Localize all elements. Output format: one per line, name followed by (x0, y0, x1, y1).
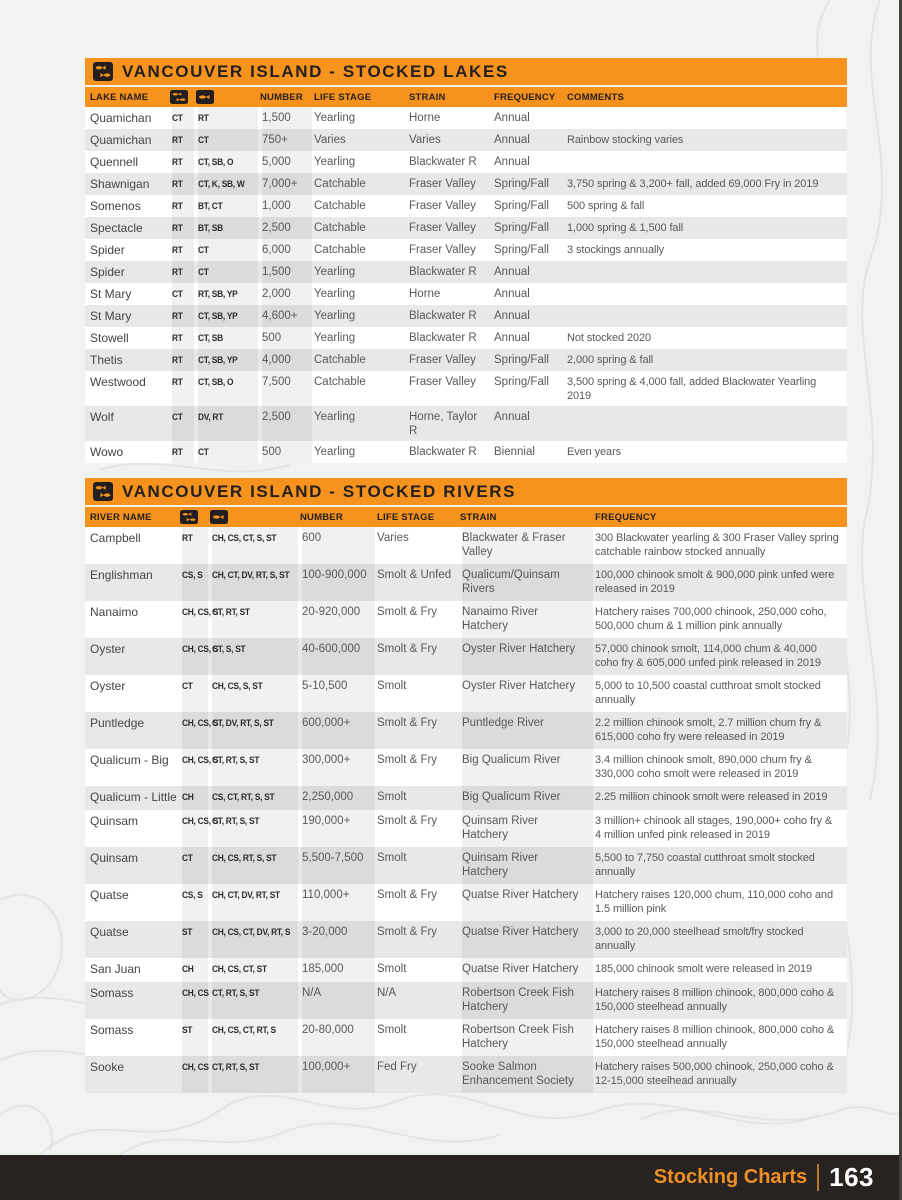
table-row (85, 406, 847, 441)
present-species-cell: CT, SB, YP (196, 305, 260, 327)
lake-name-cell: Wolf (90, 409, 114, 424)
number-cell: 7,000+ (260, 173, 314, 195)
stocked-species-cell: CH, CS, S (180, 749, 210, 786)
life-stage-cell: Varies (314, 133, 346, 146)
stocked-lakes-table (85, 58, 847, 463)
strain-cell: Blackwater R (409, 445, 477, 458)
life-stage-cell: Smolt (377, 680, 407, 692)
present-species-cell: BT, SB (196, 217, 260, 239)
table-row (85, 107, 847, 129)
present-species-cell: CT, K, SB, W (196, 173, 260, 195)
life-stage-cell: Smolt & Unfed (377, 569, 452, 581)
strain-cell: Blackwater R (409, 331, 477, 344)
present-species-cell: CT, RT, S, ST (210, 982, 300, 1019)
number-cell: 500 (260, 441, 314, 463)
life-stage-cell: Smolt (377, 791, 407, 803)
present-species-cell: CT, S, ST (210, 638, 300, 675)
strain-cell: Fraser Valley (409, 177, 476, 190)
stocked-species-cell: CH, CS (180, 982, 210, 1019)
table-row (85, 441, 847, 463)
present-species-cell: CT (196, 261, 260, 283)
number-cell: 100-900,000 (300, 564, 377, 601)
frequency-cell: Annual (494, 111, 530, 124)
frequency-cell: 100,000 chinook smolt & 900,000 pink unfed were released in 2019 (595, 569, 835, 595)
present-species-cell: CH, CS, CT, RT, S (210, 1019, 300, 1056)
strain-cell: Quinsam River Hatchery (460, 847, 595, 884)
column-header-river-name: RIVER NAME (90, 511, 152, 523)
number-cell: 600 (300, 527, 377, 564)
life-stage-cell: Catchable (314, 353, 366, 366)
frequency-cell: 2.25 million chinook smolt were released in 2019 (595, 791, 828, 803)
strain-cell: Quatse River Hatchery (460, 884, 595, 921)
present-species-cell: CH, CS, CT, S, ST (210, 527, 300, 564)
two-fish-icon (170, 90, 188, 104)
comments-cell: Even years (567, 445, 622, 458)
life-stage-cell: Smolt (377, 963, 407, 975)
river-name-cell: Quinsam (90, 851, 139, 865)
frequency-cell: 300 Blackwater yearling & 300 Fraser Valley spring catchable rainbow stocked annually (595, 532, 839, 558)
stocked-species-cell: RT (180, 527, 210, 564)
comments-cell (567, 151, 847, 173)
frequency-cell: Annual (494, 265, 530, 278)
river-name-cell: Qualicum - Big (90, 753, 169, 767)
number-cell: 100,000+ (300, 1056, 377, 1093)
life-stage-cell: Catchable (314, 177, 366, 190)
stocked-species-cell: RT (170, 195, 196, 217)
rivers-header-row (85, 505, 847, 527)
stocked-species-cell: CT (180, 847, 210, 884)
frequency-cell: 185,000 chinook smolt were released in 2019 (595, 963, 813, 975)
frequency-cell: Annual (494, 410, 530, 423)
life-stage-cell: Smolt & Fry (377, 717, 438, 729)
table-row (85, 349, 847, 371)
number-cell: 40-600,000 (300, 638, 377, 675)
present-species-cell: CH, CS, S, ST (210, 675, 300, 712)
life-stage-cell: Catchable (314, 199, 366, 212)
lakes-table-body (85, 107, 847, 463)
frequency-cell: Hatchery raises 8 million chinook, 800,000 coho & 150,000 steelhead annually (595, 1024, 835, 1050)
stocked-species-cell: CH, CS, S (180, 601, 210, 638)
life-stage-cell: Yearling (314, 287, 356, 300)
stocked-species-cell: RT (170, 441, 196, 463)
frequency-cell: Annual (494, 133, 530, 146)
comments-cell: 3,750 spring & 3,200+ fall, added 69,000 Fry in 2019 (567, 177, 819, 190)
present-species-cell: CT, SB, O (196, 371, 260, 406)
strain-cell: Blackwater R (409, 309, 477, 322)
number-cell: 5,000 (260, 151, 314, 173)
table-row (85, 884, 847, 921)
life-stage-cell: Fed Fry (377, 1061, 417, 1073)
strain-cell: Quinsam River Hatchery (460, 810, 595, 847)
strain-cell: Qualicum/Quinsam Rivers (460, 564, 595, 601)
strain-cell: Fraser Valley (409, 221, 476, 234)
life-stage-cell: Smolt & Fry (377, 643, 438, 655)
stocked-species-cell: RT (170, 261, 196, 283)
stocked-species-cell: ST (180, 1019, 210, 1056)
two-fish-icon (93, 482, 113, 501)
lake-name-cell: Somenos (90, 198, 141, 213)
river-name-cell: Qualicum - Little (90, 790, 177, 804)
single-fish-icon (210, 510, 228, 524)
single-fish-icon (196, 90, 214, 104)
comments-cell: 3 stockings annually (567, 243, 665, 256)
stocked-species-cell: RT (170, 239, 196, 261)
strain-cell: Horne, Taylor R (409, 410, 478, 437)
life-stage-cell: Yearling (314, 410, 356, 423)
river-name-cell: Puntledge (90, 716, 145, 730)
life-stage-cell: Yearling (314, 331, 356, 344)
column-header-life-stage: LIFE STAGE (314, 91, 372, 103)
river-name-cell: Nanaimo (90, 605, 139, 619)
strain-cell: Fraser Valley (409, 199, 476, 212)
stocked-species-cell: CT (170, 107, 196, 129)
frequency-cell: Spring/Fall (494, 199, 549, 212)
life-stage-cell: Yearling (314, 265, 356, 278)
comments-cell: 500 spring & fall (567, 199, 645, 212)
table-row (85, 527, 847, 564)
stocked-species-cell: RT (170, 349, 196, 371)
life-stage-cell: Catchable (314, 375, 366, 388)
comments-cell (567, 107, 847, 129)
strain-cell: Horne (409, 287, 441, 300)
frequency-cell: Hatchery raises 120,000 chum, 110,000 coho and 1.5 million pink (595, 889, 833, 915)
column-header-present-species (196, 87, 260, 107)
number-cell: 6,000 (260, 239, 314, 261)
present-species-cell: RT (196, 107, 260, 129)
number-cell: 300,000+ (300, 749, 377, 786)
stocked-species-cell: CH, CS, S (180, 810, 210, 847)
present-species-cell: CH, CS, RT, S, ST (210, 847, 300, 884)
number-cell: 2,500 (260, 406, 314, 441)
strain-cell: Varies (409, 133, 441, 146)
column-header-stocked-species (170, 87, 196, 107)
column-header-lake-name: LAKE NAME (90, 91, 149, 103)
comments-cell (567, 305, 847, 327)
life-stage-cell: Smolt & Fry (377, 754, 438, 766)
present-species-cell: CH, CT, DV, RT, S, ST (210, 564, 300, 601)
table-row (85, 327, 847, 349)
lake-name-cell: Spider (90, 264, 125, 279)
frequency-cell: Spring/Fall (494, 243, 549, 256)
present-species-cell: CT, SB (196, 327, 260, 349)
number-cell: 2,000 (260, 283, 314, 305)
life-stage-cell: Smolt (377, 1024, 407, 1036)
number-cell: 750+ (260, 129, 314, 151)
table-row (85, 786, 847, 810)
number-cell: 5-10,500 (300, 675, 377, 712)
number-cell: 5,500-7,500 (300, 847, 377, 884)
rivers-table-title: VANCOUVER ISLAND - STOCKED RIVERS (122, 481, 517, 501)
number-cell: 4,000 (260, 349, 314, 371)
column-header-number: NUMBER (300, 511, 343, 523)
table-row (85, 1056, 847, 1093)
frequency-cell: Hatchery raises 500,000 chinook, 250,000 coho & 12-15,000 steelhead annually (595, 1061, 834, 1087)
table-row (85, 195, 847, 217)
strain-cell: Robertson Creek Fish Hatchery (460, 982, 595, 1019)
lake-name-cell: Spectacle (90, 220, 143, 235)
number-cell: 1,500 (260, 261, 314, 283)
number-cell: 20-920,000 (300, 601, 377, 638)
comments-cell: Rainbow stocking varies (567, 133, 684, 146)
table-row (85, 675, 847, 712)
life-stage-cell: Smolt & Fry (377, 926, 438, 938)
life-stage-cell: Smolt & Fry (377, 606, 438, 618)
river-name-cell: Oyster (90, 642, 126, 656)
table-row (85, 1019, 847, 1056)
life-stage-cell: Yearling (314, 155, 356, 168)
column-header-number: NUMBER (260, 91, 303, 103)
frequency-cell: Spring/Fall (494, 177, 549, 190)
frequency-cell: 5,000 to 10,500 coastal cutthroat smolt stocked annually (595, 680, 821, 706)
strain-cell: Big Qualicum River (460, 786, 595, 810)
number-cell: 185,000 (300, 958, 377, 982)
footer-divider (817, 1164, 819, 1191)
present-species-cell: CT (196, 239, 260, 261)
two-fish-icon (93, 62, 113, 81)
comments-cell: Not stocked 2020 (567, 331, 652, 344)
stocked-rivers-table (85, 478, 847, 1093)
comments-cell (567, 406, 847, 441)
lake-name-cell: Westwood (90, 374, 146, 389)
frequency-cell: 3 million+ chinook all stages, 190,000+ coho fry & 4 million unfed pink released in 2019 (595, 815, 833, 841)
stocked-species-cell: CT (170, 283, 196, 305)
number-cell: 110,000+ (300, 884, 377, 921)
stocked-species-cell: RT (170, 151, 196, 173)
life-stage-cell: Smolt & Fry (377, 815, 438, 827)
comments-cell (567, 283, 847, 305)
table-row (85, 173, 847, 195)
column-header-strain: STRAIN (409, 91, 446, 103)
number-cell: 500 (260, 327, 314, 349)
column-header-comments: COMMENTS (567, 91, 625, 103)
frequency-cell: Hatchery raises 700,000 chinook, 250,000 coho, 500,000 chum & 1 million pink annually (595, 606, 827, 632)
comments-cell: 3,500 spring & 4,000 fall, added Blackwater Yearling 2019 (567, 375, 817, 402)
lake-name-cell: Spider (90, 242, 125, 257)
lakes-title-bar (85, 58, 847, 85)
lake-name-cell: Shawnigan (90, 176, 150, 191)
number-cell: 4,600+ (260, 305, 314, 327)
life-stage-cell: Yearling (314, 111, 356, 124)
stocked-species-cell: CH, CS, S (180, 638, 210, 675)
table-row (85, 847, 847, 884)
comments-cell (567, 261, 847, 283)
table-row (85, 982, 847, 1019)
table-row (85, 712, 847, 749)
life-stage-cell: Varies (377, 532, 409, 544)
present-species-cell: CT, RT, S, ST (210, 749, 300, 786)
table-row (85, 638, 847, 675)
river-name-cell: Quatse (90, 925, 129, 939)
strain-cell: Fraser Valley (409, 375, 476, 388)
life-stage-cell: Smolt (377, 852, 407, 864)
table-row (85, 239, 847, 261)
frequency-cell: 3,000 to 20,000 steelhead smolt/fry stocked annually (595, 926, 804, 952)
lake-name-cell: Quennell (90, 154, 139, 169)
lake-name-cell: St Mary (90, 308, 132, 323)
number-cell: 7,500 (260, 371, 314, 406)
table-row (85, 601, 847, 638)
number-cell: 2,250,000 (300, 786, 377, 810)
frequency-cell: Annual (494, 309, 530, 322)
strain-cell: Fraser Valley (409, 243, 476, 256)
table-row (85, 151, 847, 173)
frequency-cell: Spring/Fall (494, 221, 549, 234)
table-row (85, 749, 847, 786)
rivers-table-body (85, 527, 847, 1093)
present-species-cell: CS, CT, RT, S, ST (210, 786, 300, 810)
column-header-frequency: FREQUENCY (595, 511, 657, 523)
stocked-species-cell: CH, CS, S (180, 712, 210, 749)
frequency-cell: Annual (494, 155, 530, 168)
number-cell: 600,000+ (300, 712, 377, 749)
present-species-cell: CH, CT, DV, RT, ST (210, 884, 300, 921)
column-header-life-stage: LIFE STAGE (377, 511, 435, 523)
stocked-species-cell: CS, S (180, 884, 210, 921)
stocked-species-cell: CH (180, 958, 210, 982)
table-row (85, 371, 847, 406)
number-cell: 1,500 (260, 107, 314, 129)
lake-name-cell: Thetis (90, 352, 123, 367)
life-stage-cell: Catchable (314, 243, 366, 256)
frequency-cell: Spring/Fall (494, 375, 549, 388)
frequency-cell: Spring/Fall (494, 353, 549, 366)
present-species-cell: DV, RT (196, 406, 260, 441)
present-species-cell: CH, CS, CT, DV, RT, S (210, 921, 300, 958)
life-stage-cell: Smolt & Fry (377, 889, 438, 901)
page-footer-bar (0, 1155, 902, 1200)
comments-cell: 1,000 spring & 1,500 fall (567, 221, 684, 234)
present-species-cell: RT, SB, YP (196, 283, 260, 305)
lake-name-cell: Quamichan (90, 110, 152, 125)
river-name-cell: Englishman (90, 568, 153, 582)
present-species-cell: CT, DV, RT, S, ST (210, 712, 300, 749)
frequency-cell: 5,500 to 7,750 coastal cutthroat smolt stocked annually (595, 852, 815, 878)
strain-cell: Puntledge River (460, 712, 595, 749)
river-name-cell: Oyster (90, 679, 126, 693)
river-name-cell: San Juan (90, 962, 141, 976)
strain-cell: Blackwater R (409, 265, 477, 278)
table-row (85, 564, 847, 601)
lake-name-cell: Quamichan (90, 132, 152, 147)
number-cell: 3-20,000 (300, 921, 377, 958)
table-row (85, 921, 847, 958)
lake-name-cell: Stowell (90, 330, 129, 345)
footer-section-label: Stocking Charts (653, 1166, 808, 1188)
stocked-species-cell: CT (180, 675, 210, 712)
life-stage-cell: Yearling (314, 445, 356, 458)
frequency-cell: Biennial (494, 445, 535, 458)
lake-name-cell: Wowo (90, 444, 124, 459)
number-cell: 2,500 (260, 217, 314, 239)
frequency-cell: 3.4 million chinook smolt, 890,000 chum fry & 330,000 coho smolt were released in 2019 (595, 754, 812, 780)
river-name-cell: Somass (90, 986, 134, 1000)
life-stage-cell: N/A (377, 987, 397, 999)
present-species-cell: CT, RT, S, ST (210, 1056, 300, 1093)
page-number: 163 (829, 1162, 874, 1192)
stocked-species-cell: CH (180, 786, 210, 810)
present-species-cell: CT, SB, O (196, 151, 260, 173)
strain-cell: Blackwater R (409, 155, 477, 168)
river-name-cell: Sooke (90, 1060, 125, 1074)
strain-cell: Nanaimo River Hatchery (460, 601, 595, 638)
strain-cell: Quatse River Hatchery (460, 921, 595, 958)
strain-cell: Oyster River Hatchery (460, 675, 595, 712)
stocked-species-cell: CS, S (180, 564, 210, 601)
lakes-table-title: VANCOUVER ISLAND - STOCKED LAKES (122, 61, 509, 81)
strain-cell: Oyster River Hatchery (460, 638, 595, 675)
rivers-title-bar (85, 478, 847, 505)
present-species-cell: CT, RT, S, ST (210, 810, 300, 847)
stocked-species-cell: RT (170, 129, 196, 151)
lakes-header-row (85, 85, 847, 107)
table-row (85, 217, 847, 239)
table-row (85, 958, 847, 982)
table-row (85, 283, 847, 305)
stocked-species-cell: RT (170, 305, 196, 327)
stocked-species-cell: RT (170, 173, 196, 195)
two-fish-icon (180, 510, 198, 524)
strain-cell: Blackwater & Fraser Valley (460, 527, 595, 564)
life-stage-cell: Yearling (314, 309, 356, 322)
stocked-species-cell: RT (170, 371, 196, 406)
stocked-species-cell: ST (180, 921, 210, 958)
present-species-cell: CT, RT, ST (210, 601, 300, 638)
present-species-cell: CH, CS, CT, ST (210, 958, 300, 982)
number-cell: N/A (300, 982, 377, 1019)
river-name-cell: Campbell (90, 531, 141, 545)
column-header-stocked-species (180, 507, 210, 527)
stocked-species-cell: CT (170, 406, 196, 441)
comments-cell: 2,000 spring & fall (567, 353, 654, 366)
number-cell: 20-80,000 (300, 1019, 377, 1056)
river-name-cell: Quatse (90, 888, 129, 902)
number-cell: 1,000 (260, 195, 314, 217)
table-row (85, 129, 847, 151)
frequency-cell: Hatchery raises 8 million chinook, 800,000 coho & 150,000 steelhead annually (595, 987, 835, 1013)
column-header-present-species (210, 507, 300, 527)
stocked-species-cell: RT (170, 217, 196, 239)
stocked-species-cell: RT (170, 327, 196, 349)
column-header-strain: STRAIN (460, 511, 497, 523)
stocked-species-cell: CH, CS (180, 1056, 210, 1093)
frequency-cell: 57,000 chinook smolt, 114,000 chum & 40,000 coho fry & 605,000 unfed pink released in 2019 (595, 643, 821, 669)
present-species-cell: CT (196, 441, 260, 463)
present-species-cell: CT, SB, YP (196, 349, 260, 371)
river-name-cell: Quinsam (90, 814, 139, 828)
strain-cell: Horne (409, 111, 441, 124)
table-row (85, 810, 847, 847)
table-row (85, 305, 847, 327)
strain-cell: Big Qualicum River (460, 749, 595, 786)
strain-cell: Fraser Valley (409, 353, 476, 366)
strain-cell: Robertson Creek Fish Hatchery (460, 1019, 595, 1056)
frequency-cell: Annual (494, 331, 530, 344)
river-name-cell: Somass (90, 1023, 134, 1037)
frequency-cell: 2.2 million chinook smolt, 2.7 million chum fry & 615,000 coho fry were released in 2019 (595, 717, 822, 743)
lake-name-cell: St Mary (90, 286, 132, 301)
frequency-cell: Annual (494, 287, 530, 300)
column-header-frequency: FREQUENCY (494, 91, 556, 103)
table-row (85, 261, 847, 283)
present-species-cell: BT, CT (196, 195, 260, 217)
life-stage-cell: Catchable (314, 221, 366, 234)
strain-cell: Quatse River Hatchery (460, 958, 595, 982)
present-species-cell: CT (196, 129, 260, 151)
strain-cell: Sooke Salmon Enhancement Society (460, 1056, 595, 1093)
number-cell: 190,000+ (300, 810, 377, 847)
